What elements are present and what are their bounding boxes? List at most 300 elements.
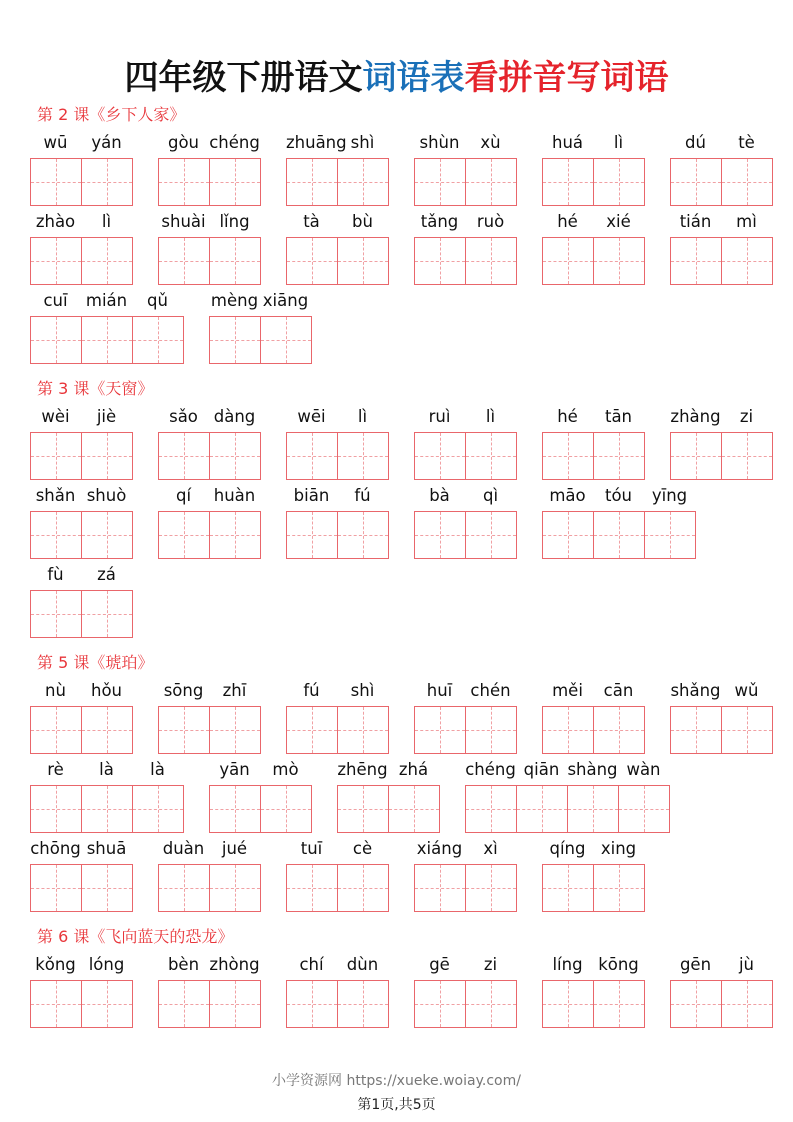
pinyin-line bbox=[542, 406, 645, 432]
writing-grid[interactable] bbox=[286, 432, 389, 480]
pinyin-line bbox=[30, 211, 133, 237]
pinyin-syllable: yān bbox=[219, 760, 250, 779]
tianzige-cell[interactable] bbox=[466, 433, 516, 479]
pinyin-line bbox=[286, 406, 389, 432]
tianzige-cell[interactable] bbox=[722, 433, 772, 479]
tianzige-cell[interactable] bbox=[287, 433, 338, 479]
pinyin-syllable: zá bbox=[97, 565, 116, 584]
writing-grid[interactable] bbox=[542, 237, 645, 285]
pinyin-line bbox=[670, 132, 773, 158]
pinyin-syllable: gēn bbox=[679, 955, 712, 974]
tianzige-cell[interactable] bbox=[210, 786, 261, 832]
writing-grid[interactable] bbox=[30, 590, 133, 638]
tianzige-cell[interactable] bbox=[338, 981, 388, 1027]
tianzige-cell[interactable] bbox=[287, 981, 338, 1027]
word-item bbox=[286, 680, 389, 754]
word-row bbox=[30, 838, 770, 917]
pinyin-syllable: xiāng bbox=[262, 291, 309, 310]
tianzige-cell[interactable] bbox=[210, 159, 260, 205]
word-item bbox=[30, 406, 133, 480]
tianzige-cell[interactable] bbox=[82, 591, 132, 637]
tianzige-cell[interactable] bbox=[722, 159, 772, 205]
writing-grid[interactable] bbox=[286, 158, 389, 206]
pinyin-syllable: zhēng bbox=[337, 760, 388, 779]
word-row bbox=[30, 132, 770, 211]
pinyin-syllable: qǔ bbox=[147, 291, 168, 310]
pinyin-syllable: zi bbox=[739, 407, 754, 426]
writing-grid[interactable] bbox=[158, 706, 261, 754]
word-item bbox=[158, 485, 261, 559]
word-item bbox=[30, 132, 133, 206]
tianzige-cell[interactable] bbox=[543, 238, 594, 284]
pinyin-line bbox=[158, 485, 261, 511]
pinyin-syllable: huá bbox=[551, 133, 584, 152]
pinyin-syllable: chéng bbox=[209, 133, 260, 152]
lesson-heading: 第 5 课《琥珀》 bbox=[37, 653, 154, 672]
tianzige-cell[interactable] bbox=[466, 786, 517, 832]
tianzige-cell[interactable] bbox=[82, 238, 132, 284]
pinyin-syllable: wēi bbox=[297, 407, 326, 426]
tianzige-cell[interactable] bbox=[31, 865, 82, 911]
writing-grid[interactable] bbox=[414, 237, 517, 285]
pinyin-line bbox=[209, 290, 312, 316]
writing-grid[interactable] bbox=[414, 864, 517, 912]
pinyin-line bbox=[30, 290, 184, 316]
lesson-section bbox=[30, 104, 770, 369]
tianzige-cell[interactable] bbox=[159, 512, 210, 558]
tianzige-cell[interactable] bbox=[389, 786, 439, 832]
pinyin-syllable: lǐng bbox=[219, 212, 250, 231]
word-item bbox=[286, 485, 389, 559]
writing-grid[interactable] bbox=[30, 864, 133, 912]
word-item bbox=[158, 954, 261, 1028]
pinyin-syllable: hé bbox=[557, 212, 578, 231]
pinyin-syllable: tà bbox=[303, 212, 320, 231]
pinyin-syllable: fú bbox=[354, 486, 371, 505]
pinyin-line bbox=[286, 211, 389, 237]
tianzige-cell[interactable] bbox=[210, 433, 260, 479]
pinyin-syllable: wèi bbox=[41, 407, 70, 426]
pinyin-syllable: gòu bbox=[167, 133, 200, 152]
tianzige-cell[interactable] bbox=[338, 786, 389, 832]
tianzige-cell[interactable] bbox=[415, 512, 466, 558]
pinyin-syllable: dàng bbox=[213, 407, 256, 426]
pinyin-syllable: xù bbox=[480, 133, 501, 152]
pinyin-line bbox=[30, 406, 133, 432]
writing-grid[interactable] bbox=[286, 237, 389, 285]
word-item bbox=[209, 759, 312, 833]
word-item bbox=[542, 680, 645, 754]
tianzige-cell[interactable] bbox=[338, 433, 388, 479]
tianzige-cell[interactable] bbox=[466, 707, 516, 753]
word-item bbox=[414, 954, 517, 1028]
pinyin-line bbox=[286, 132, 389, 158]
pinyin-line bbox=[542, 954, 645, 980]
pinyin-line bbox=[414, 132, 517, 158]
tianzige-cell[interactable] bbox=[594, 512, 645, 558]
tianzige-cell[interactable] bbox=[338, 865, 388, 911]
tianzige-cell[interactable] bbox=[338, 707, 388, 753]
writing-grid[interactable] bbox=[670, 158, 773, 206]
pinyin-line bbox=[158, 132, 261, 158]
pinyin-line bbox=[542, 838, 645, 864]
pinyin-syllable: xié bbox=[606, 212, 631, 231]
tianzige-cell[interactable] bbox=[543, 707, 594, 753]
word-item bbox=[542, 406, 645, 480]
pinyin-syllable: wǔ bbox=[734, 681, 759, 700]
pinyin-syllable: cè bbox=[352, 839, 373, 858]
pinyin-line bbox=[209, 759, 312, 785]
tianzige-cell[interactable] bbox=[722, 238, 772, 284]
pinyin-line bbox=[670, 406, 773, 432]
pinyin-syllable: sǎo bbox=[169, 407, 198, 426]
tianzige-cell[interactable] bbox=[722, 981, 772, 1027]
writing-grid[interactable] bbox=[158, 511, 261, 559]
word-item bbox=[286, 132, 389, 206]
writing-grid[interactable] bbox=[158, 980, 261, 1028]
pinyin-syllable: ruì bbox=[428, 407, 451, 426]
pinyin-syllable: zi bbox=[483, 955, 498, 974]
tianzige-cell[interactable] bbox=[338, 238, 388, 284]
pinyin-line bbox=[30, 759, 184, 785]
pinyin-syllable: wū bbox=[43, 133, 68, 152]
tianzige-cell[interactable] bbox=[594, 981, 644, 1027]
pinyin-syllable: mì bbox=[736, 212, 757, 231]
word-item bbox=[414, 485, 517, 559]
tianzige-cell[interactable] bbox=[415, 865, 466, 911]
tianzige-cell[interactable] bbox=[415, 981, 466, 1027]
pinyin-syllable: fú bbox=[303, 681, 320, 700]
pinyin-line bbox=[158, 211, 261, 237]
pinyin-syllable: kǒng bbox=[35, 955, 76, 974]
writing-grid[interactable] bbox=[30, 706, 133, 754]
writing-grid[interactable] bbox=[30, 511, 133, 559]
word-item bbox=[286, 211, 389, 285]
tianzige-cell[interactable] bbox=[466, 865, 516, 911]
pinyin-syllable: dú bbox=[685, 133, 706, 152]
writing-grid[interactable] bbox=[158, 158, 261, 206]
pinyin-syllable: shǎng bbox=[670, 681, 721, 700]
pinyin-syllable: líng bbox=[552, 955, 583, 974]
pinyin-syllable: wàn bbox=[626, 760, 661, 779]
tianzige-cell[interactable] bbox=[31, 512, 82, 558]
pinyin-syllable: qí bbox=[175, 486, 192, 505]
pinyin-syllable: chén bbox=[470, 681, 511, 700]
tianzige-cell[interactable] bbox=[82, 707, 132, 753]
tianzige-cell[interactable] bbox=[287, 865, 338, 911]
tianzige-cell[interactable] bbox=[159, 238, 210, 284]
word-item bbox=[414, 680, 517, 754]
tianzige-cell[interactable] bbox=[159, 433, 210, 479]
pinyin-line bbox=[158, 406, 261, 432]
tianzige-cell[interactable] bbox=[517, 786, 568, 832]
tianzige-cell[interactable] bbox=[82, 433, 132, 479]
word-item bbox=[465, 759, 670, 833]
title-part-task: 看拼音写词语 bbox=[464, 58, 669, 98]
pinyin-line bbox=[670, 954, 773, 980]
tianzige-cell[interactable] bbox=[543, 159, 594, 205]
pinyin-syllable: māo bbox=[549, 486, 586, 505]
tianzige-cell[interactable] bbox=[210, 707, 260, 753]
pinyin-syllable: ruò bbox=[476, 212, 505, 231]
pinyin-syllable: gē bbox=[429, 955, 450, 974]
writing-grid[interactable] bbox=[30, 785, 184, 833]
writing-grid[interactable] bbox=[414, 432, 517, 480]
word-item bbox=[158, 680, 261, 754]
word-item bbox=[30, 954, 133, 1028]
pinyin-syllable: sōng bbox=[163, 681, 204, 700]
writing-grid[interactable] bbox=[542, 158, 645, 206]
writing-grid[interactable] bbox=[209, 785, 312, 833]
tianzige-cell[interactable] bbox=[31, 981, 82, 1027]
pinyin-line bbox=[286, 838, 389, 864]
writing-grid[interactable] bbox=[286, 511, 389, 559]
tianzige-cell[interactable] bbox=[31, 591, 82, 637]
tianzige-cell[interactable] bbox=[82, 159, 132, 205]
word-item bbox=[286, 838, 389, 912]
tianzige-cell[interactable] bbox=[594, 865, 644, 911]
tianzige-cell[interactable] bbox=[594, 238, 644, 284]
tianzige-cell[interactable] bbox=[338, 512, 388, 558]
tianzige-cell[interactable] bbox=[82, 865, 132, 911]
tianzige-cell[interactable] bbox=[133, 786, 183, 832]
tianzige-cell[interactable] bbox=[671, 433, 722, 479]
writing-grid[interactable] bbox=[286, 706, 389, 754]
pinyin-line bbox=[542, 485, 696, 511]
writing-grid[interactable] bbox=[670, 432, 773, 480]
page-title bbox=[0, 50, 793, 99]
writing-grid[interactable] bbox=[414, 980, 517, 1028]
writing-grid[interactable] bbox=[286, 980, 389, 1028]
tianzige-cell[interactable] bbox=[645, 512, 695, 558]
pinyin-syllable: lì bbox=[613, 133, 624, 152]
word-item bbox=[158, 132, 261, 206]
pinyin-syllable: dùn bbox=[346, 955, 379, 974]
pinyin-line bbox=[158, 838, 261, 864]
tianzige-cell[interactable] bbox=[671, 159, 722, 205]
tianzige-cell[interactable] bbox=[31, 238, 82, 284]
word-row bbox=[30, 954, 770, 1033]
writing-grid[interactable] bbox=[30, 316, 184, 364]
tianzige-cell[interactable] bbox=[82, 317, 133, 363]
pinyin-syllable: lì bbox=[101, 212, 112, 231]
writing-grid[interactable] bbox=[286, 864, 389, 912]
word-item bbox=[30, 564, 133, 638]
word-item bbox=[30, 838, 133, 912]
tianzige-cell[interactable] bbox=[31, 707, 82, 753]
pinyin-line bbox=[30, 838, 133, 864]
writing-grid[interactable] bbox=[670, 237, 773, 285]
tianzige-cell[interactable] bbox=[671, 707, 722, 753]
pinyin-syllable: qiān bbox=[523, 760, 560, 779]
writing-grid[interactable] bbox=[542, 432, 645, 480]
pinyin-syllable: nù bbox=[45, 681, 66, 700]
tianzige-cell[interactable] bbox=[466, 238, 516, 284]
tianzige-cell[interactable] bbox=[261, 786, 311, 832]
tianzige-cell[interactable] bbox=[287, 512, 338, 558]
pinyin-syllable: yán bbox=[91, 133, 122, 152]
writing-grid[interactable] bbox=[542, 511, 696, 559]
tianzige-cell[interactable] bbox=[415, 433, 466, 479]
tianzige-cell[interactable] bbox=[159, 981, 210, 1027]
word-item bbox=[30, 485, 133, 559]
writing-grid[interactable] bbox=[209, 316, 312, 364]
pinyin-syllable: huàn bbox=[213, 486, 256, 505]
writing-grid[interactable] bbox=[337, 785, 440, 833]
writing-grid[interactable] bbox=[414, 511, 517, 559]
tianzige-cell[interactable] bbox=[466, 512, 516, 558]
tianzige-cell[interactable] bbox=[671, 238, 722, 284]
writing-grid[interactable] bbox=[158, 432, 261, 480]
pinyin-syllable: duàn bbox=[162, 839, 205, 858]
word-item bbox=[209, 290, 312, 364]
tianzige-cell[interactable] bbox=[543, 981, 594, 1027]
pinyin-line bbox=[30, 485, 133, 511]
footer-site: 小学资源网 https://xueke.woiay.com/ bbox=[272, 1073, 521, 1089]
word-item bbox=[670, 680, 773, 754]
word-item bbox=[542, 485, 696, 559]
writing-grid[interactable] bbox=[30, 432, 133, 480]
writing-grid[interactable] bbox=[670, 980, 773, 1028]
pinyin-line bbox=[465, 759, 670, 785]
pinyin-line bbox=[414, 838, 517, 864]
tianzige-cell[interactable] bbox=[671, 981, 722, 1027]
tianzige-cell[interactable] bbox=[31, 433, 82, 479]
word-item bbox=[414, 838, 517, 912]
word-item bbox=[670, 954, 773, 1028]
writing-grid[interactable] bbox=[158, 237, 261, 285]
word-row bbox=[30, 564, 770, 643]
word-row bbox=[30, 211, 770, 290]
tianzige-cell[interactable] bbox=[210, 238, 260, 284]
writing-grid[interactable] bbox=[30, 980, 133, 1028]
writing-grid[interactable] bbox=[542, 706, 645, 754]
tianzige-cell[interactable] bbox=[466, 981, 516, 1027]
pinyin-syllable: mián bbox=[85, 291, 128, 310]
pinyin-syllable: cuī bbox=[43, 291, 68, 310]
word-row bbox=[30, 680, 770, 759]
tianzige-cell[interactable] bbox=[466, 159, 516, 205]
pinyin-line bbox=[542, 211, 645, 237]
tianzige-cell[interactable] bbox=[722, 707, 772, 753]
word-row bbox=[30, 759, 770, 838]
tianzige-cell[interactable] bbox=[415, 707, 466, 753]
writing-grid[interactable] bbox=[542, 864, 645, 912]
writing-grid[interactable] bbox=[414, 706, 517, 754]
writing-grid[interactable] bbox=[670, 706, 773, 754]
lesson-heading: 第 3 课《天窗》 bbox=[37, 379, 154, 398]
page-number: 第1页,共5页 bbox=[357, 1097, 436, 1113]
tianzige-cell[interactable] bbox=[82, 981, 132, 1027]
tianzige-cell[interactable] bbox=[568, 786, 619, 832]
writing-grid[interactable] bbox=[30, 237, 133, 285]
pinyin-syllable: fù bbox=[47, 565, 64, 584]
pinyin-line bbox=[414, 406, 517, 432]
word-item bbox=[158, 211, 261, 285]
title-part-grade: 四年级下册语文 bbox=[124, 58, 363, 98]
tianzige-cell[interactable] bbox=[287, 159, 338, 205]
tianzige-cell[interactable] bbox=[159, 159, 210, 205]
tianzige-cell[interactable] bbox=[31, 317, 82, 363]
tianzige-cell[interactable] bbox=[415, 159, 466, 205]
pinyin-syllable: lì bbox=[357, 407, 368, 426]
tianzige-cell[interactable] bbox=[543, 433, 594, 479]
writing-grid[interactable] bbox=[30, 158, 133, 206]
lesson-section bbox=[30, 926, 770, 1033]
word-item bbox=[670, 211, 773, 285]
writing-grid[interactable] bbox=[542, 980, 645, 1028]
tianzige-cell[interactable] bbox=[619, 786, 669, 832]
pinyin-line bbox=[542, 132, 645, 158]
tianzige-cell[interactable] bbox=[133, 317, 183, 363]
word-item bbox=[542, 838, 645, 912]
pinyin-syllable: mò bbox=[272, 760, 299, 779]
pinyin-syllable: tān bbox=[604, 407, 633, 426]
tianzige-cell[interactable] bbox=[210, 865, 260, 911]
tianzige-cell[interactable] bbox=[338, 159, 388, 205]
pinyin-syllable: shǎn bbox=[35, 486, 76, 505]
pinyin-line bbox=[414, 485, 517, 511]
tianzige-cell[interactable] bbox=[543, 865, 594, 911]
tianzige-cell[interactable] bbox=[594, 707, 644, 753]
pinyin-syllable: yīng bbox=[651, 486, 688, 505]
word-item bbox=[414, 132, 517, 206]
tianzige-cell[interactable] bbox=[415, 238, 466, 284]
pinyin-syllable: shuài bbox=[161, 212, 206, 231]
pinyin-syllable: zhuāng bbox=[286, 133, 347, 152]
tianzige-cell[interactable] bbox=[261, 317, 311, 363]
tianzige-cell[interactable] bbox=[287, 707, 338, 753]
tianzige-cell[interactable] bbox=[594, 159, 644, 205]
pinyin-syllable: tè bbox=[738, 133, 755, 152]
pinyin-syllable: zhào bbox=[35, 212, 76, 231]
writing-grid[interactable] bbox=[465, 785, 670, 833]
pinyin-syllable: biān bbox=[293, 486, 330, 505]
pinyin-syllable: xì bbox=[483, 839, 498, 858]
pinyin-line bbox=[286, 485, 389, 511]
tianzige-cell[interactable] bbox=[594, 433, 644, 479]
word-item bbox=[30, 290, 184, 364]
tianzige-cell[interactable] bbox=[210, 981, 260, 1027]
tianzige-cell[interactable] bbox=[287, 238, 338, 284]
tianzige-cell[interactable] bbox=[31, 786, 82, 832]
pinyin-syllable: huī bbox=[426, 681, 453, 700]
tianzige-cell[interactable] bbox=[31, 159, 82, 205]
word-item bbox=[542, 132, 645, 206]
word-item bbox=[30, 680, 133, 754]
word-row bbox=[30, 406, 770, 485]
pinyin-syllable: rè bbox=[47, 760, 64, 779]
tianzige-cell[interactable] bbox=[210, 317, 261, 363]
pinyin-syllable: chí bbox=[299, 955, 324, 974]
tianzige-cell[interactable] bbox=[82, 512, 132, 558]
tianzige-cell[interactable] bbox=[159, 707, 210, 753]
pinyin-syllable: là bbox=[150, 760, 165, 779]
pinyin-syllable: cān bbox=[603, 681, 634, 700]
pinyin-line bbox=[337, 759, 440, 785]
pinyin-syllable: zhī bbox=[222, 681, 247, 700]
writing-grid[interactable] bbox=[158, 864, 261, 912]
tianzige-cell[interactable] bbox=[159, 865, 210, 911]
tianzige-cell[interactable] bbox=[543, 512, 594, 558]
word-item bbox=[158, 406, 261, 480]
tianzige-cell[interactable] bbox=[82, 786, 133, 832]
pinyin-syllable: tián bbox=[679, 212, 712, 231]
tianzige-cell[interactable] bbox=[210, 512, 260, 558]
pinyin-syllable: shì bbox=[350, 681, 375, 700]
writing-grid[interactable] bbox=[414, 158, 517, 206]
lesson-section bbox=[30, 652, 770, 917]
